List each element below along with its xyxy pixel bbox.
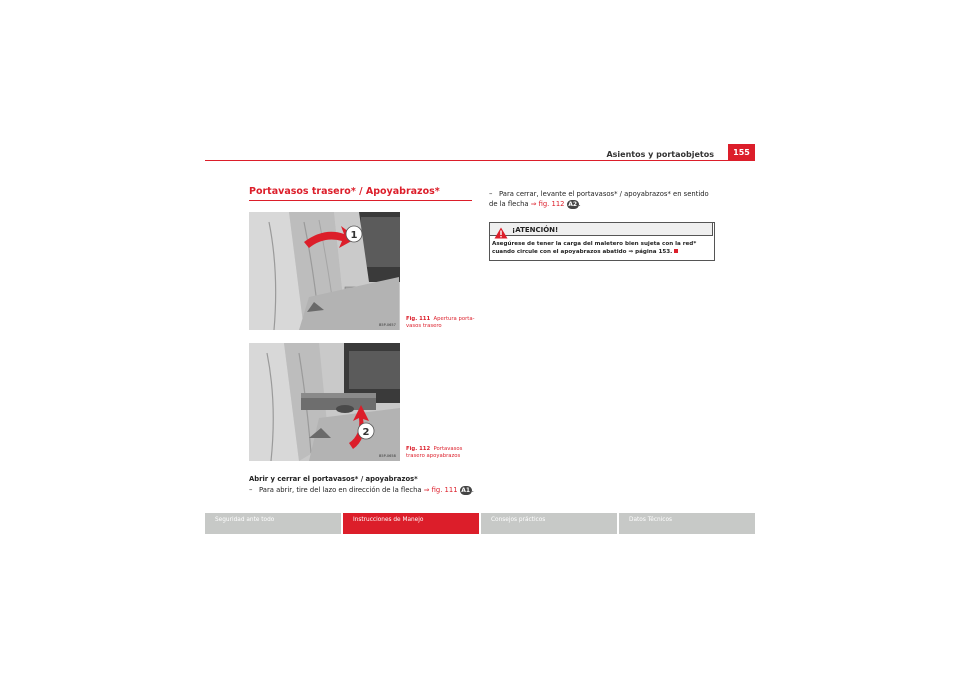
step-close-dash: – — [489, 190, 493, 198]
footer-tab-datos[interactable]: Datos Técnicos — [619, 513, 755, 534]
figure-112-caption-text: Portavasos trasero apoyabrazos — [406, 446, 463, 459]
figure-111-label: Fig. 111 — [406, 316, 431, 322]
figure-112-caption — [406, 446, 478, 460]
figure-111-caption-text: Apertura porta-vasos trasero — [406, 316, 475, 329]
step-close — [489, 189, 719, 209]
figure-112-image — [249, 343, 400, 461]
step-open-fig-link[interactable]: ⇒ fig. 111 — [423, 486, 458, 494]
warning-body: Asegúrese de tener la carga del maletero bien sujeta con la red* cuando circule con el apoyabrazos abatido — [492, 241, 697, 255]
step-open-text: Para abrir, tire del lazo en dirección de la flecha — [259, 486, 422, 494]
warning-title: ¡ATENCIÓN! — [512, 226, 559, 234]
warning-page-link[interactable]: ⇒ página 153. — [628, 249, 673, 255]
figure-marker-1: 1 — [350, 230, 358, 241]
figure-112-code: B5P-0658 — [379, 454, 396, 458]
step-close-fig-link[interactable]: ⇒ fig. 112 — [530, 200, 565, 208]
step-close-text: Para cerrar, levante el portavasos* / apoyabrazos* en sentido de la flecha — [489, 190, 709, 208]
end-marker-icon — [674, 249, 678, 253]
warning-text — [492, 240, 712, 256]
step-open — [249, 485, 479, 495]
figure-112-label: Fig. 112 — [406, 446, 431, 452]
subheading-open-close: Abrir y cerrar el portavasos* / apoyabrazos* — [249, 475, 418, 483]
section-divider — [249, 200, 472, 201]
figure-marker-2: 2 — [362, 427, 370, 438]
footer-tab-consejos[interactable]: Consejos prácticos — [481, 513, 617, 534]
page-number: 155 — [728, 144, 755, 161]
page-header-title: Asientos y portaobjetos — [606, 150, 714, 159]
section-title: Portavasos trasero* / Apoyabrazos* — [249, 186, 440, 197]
step-close-marker: A2 — [568, 200, 578, 208]
step-open-marker: A1 — [461, 486, 471, 494]
figure-111-code: B5P-0657 — [379, 323, 396, 327]
figure-111-caption — [406, 316, 478, 330]
footer-tab-instrucciones[interactable]: Instrucciones de Manejo — [343, 513, 479, 534]
footer-tab-seguridad[interactable]: Seguridad ante todo — [205, 513, 341, 534]
step-open-end: . — [471, 486, 474, 494]
header-divider — [205, 160, 755, 161]
step-close-end: . — [578, 200, 581, 208]
figure-111-image — [249, 212, 400, 330]
step-open-dash: – — [249, 486, 253, 494]
